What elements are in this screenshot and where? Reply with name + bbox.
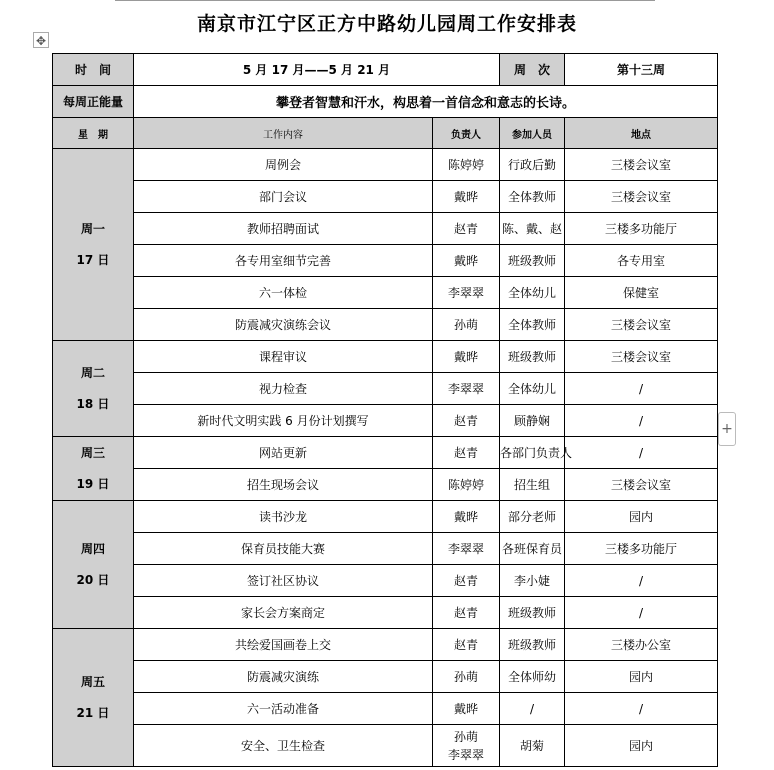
- location-cell: 园内: [565, 661, 718, 693]
- day-cell: [53, 629, 134, 767]
- energy-row: [53, 86, 718, 118]
- location-cell: 三楼办公室: [565, 629, 718, 661]
- table-row: [53, 629, 718, 661]
- participants-cell: 班级教师: [500, 629, 565, 661]
- schedule-table: [52, 53, 718, 767]
- owner-cell: 李翠翠: [433, 277, 500, 309]
- location-cell: 三楼会议室: [565, 341, 718, 373]
- owner-cell: 李翠翠: [433, 373, 500, 405]
- participants-cell: 招生组: [500, 469, 565, 501]
- owner-cell: 赵青: [433, 437, 500, 469]
- owner-cell: 戴晔: [433, 341, 500, 373]
- table-row: [53, 597, 718, 629]
- work-content: 课程审议: [134, 341, 433, 373]
- owner-cell: 孙萌: [433, 661, 500, 693]
- table-row: [53, 277, 718, 309]
- participants-cell: 各班保育员: [500, 533, 565, 565]
- time-label: 时 间: [53, 54, 134, 86]
- table-row: [53, 437, 718, 469]
- participants-cell: 全体幼儿: [500, 277, 565, 309]
- location-cell: 园内: [565, 725, 718, 767]
- location-cell: 园内: [565, 501, 718, 533]
- work-content: 家长会方案商定: [134, 597, 433, 629]
- owner-cell: 戴晔: [433, 245, 500, 277]
- work-content: 读书沙龙: [134, 501, 433, 533]
- participants-cell: 班级教师: [500, 597, 565, 629]
- participants-cell: 全体教师: [500, 181, 565, 213]
- work-content: 防震减灾演练会议: [134, 309, 433, 341]
- work-content: 各专用室细节完善: [134, 245, 433, 277]
- table-row: [53, 341, 718, 373]
- location-cell: 三楼会议室: [565, 309, 718, 341]
- weekday-label: 周五: [80, 674, 105, 689]
- owner-line: 孙萌: [453, 729, 478, 744]
- location-cell: /: [565, 597, 718, 629]
- owner-line: 李翠翠: [447, 747, 484, 762]
- table-row: [53, 661, 718, 693]
- table-row: [53, 725, 718, 767]
- owner-cell: 戴晔: [433, 181, 500, 213]
- participants-cell: 胡菊: [500, 725, 565, 767]
- table-row: [53, 309, 718, 341]
- weekday-label: 周二: [80, 365, 105, 380]
- location-cell: 三楼会议室: [565, 181, 718, 213]
- work-content: 防震减灾演练: [134, 661, 433, 693]
- table-row: [53, 245, 718, 277]
- work-content: 视力检查: [134, 373, 433, 405]
- work-content: 教师招聘面试: [134, 213, 433, 245]
- add-column-plus-icon[interactable]: +: [718, 412, 736, 446]
- day-cell: [53, 341, 134, 437]
- table-row: [53, 469, 718, 501]
- table-row: [53, 533, 718, 565]
- day-cell: [53, 149, 134, 341]
- work-content: 六一体检: [134, 277, 433, 309]
- location-cell: /: [565, 373, 718, 405]
- location-cell: 保健室: [565, 277, 718, 309]
- owner-cell: 赵青: [433, 405, 500, 437]
- owner-cell: 李翠翠: [433, 533, 500, 565]
- day-cell: [53, 501, 134, 629]
- weekday-label: 周四: [80, 541, 105, 556]
- date-label: 19 日: [76, 476, 110, 491]
- header-row: [53, 54, 718, 86]
- location-cell: /: [565, 565, 718, 597]
- work-content: 共绘爱国画卷上交: [134, 629, 433, 661]
- owner-cell: [433, 725, 500, 767]
- table-row: [53, 213, 718, 245]
- participants-cell: 李小婕: [500, 565, 565, 597]
- participants-cell: 班级教师: [500, 341, 565, 373]
- participants-cell: 部分老师: [500, 501, 565, 533]
- header-rule: [115, 0, 655, 1]
- participants-cell: 陈、戴、赵: [500, 213, 565, 245]
- owner-cell: 孙萌: [433, 309, 500, 341]
- work-content: 周例会: [134, 149, 433, 181]
- owner-cell: 赵青: [433, 597, 500, 629]
- work-content: 保育员技能大赛: [134, 533, 433, 565]
- work-content: 新时代文明实践 6 月份计划撰写: [134, 405, 433, 437]
- energy-text: 攀登者智慧和汗水，构思着一首信念和意志的长诗。: [134, 86, 718, 118]
- table-row: [53, 693, 718, 725]
- table-row: [53, 373, 718, 405]
- day-cell: [53, 437, 134, 501]
- col-location: 地点: [565, 118, 718, 149]
- work-content: 签订社区协议: [134, 565, 433, 597]
- table-row: [53, 405, 718, 437]
- col-participants: 参加人员: [500, 118, 565, 149]
- table-row: [53, 565, 718, 597]
- location-cell: /: [565, 405, 718, 437]
- participants-cell: 全体教师: [500, 309, 565, 341]
- week-label: 周 次: [500, 54, 565, 86]
- participants-cell: /: [500, 693, 565, 725]
- weekday-label: 周三: [80, 445, 105, 460]
- owner-cell: 戴晔: [433, 693, 500, 725]
- col-content: 工作内容: [134, 118, 433, 149]
- energy-label: 每周正能量: [53, 86, 134, 118]
- page-title: 南京市江宁区正方中路幼儿园周工作安排表: [196, 13, 577, 35]
- weekday-label: 周一: [80, 221, 105, 236]
- owner-cell: 陈婷婷: [433, 149, 500, 181]
- column-header-row: [53, 118, 718, 149]
- participants-cell: 行政后勤: [500, 149, 565, 181]
- col-owner: 负责人: [433, 118, 500, 149]
- week-value: 第十三周: [565, 54, 718, 86]
- date-label: 17 日: [76, 252, 110, 267]
- location-cell: 三楼多功能厅: [565, 213, 718, 245]
- work-content: 网站更新: [134, 437, 433, 469]
- location-cell: 三楼多功能厅: [565, 533, 718, 565]
- location-cell: 三楼会议室: [565, 149, 718, 181]
- owner-cell: 戴晔: [433, 501, 500, 533]
- participants-cell: 顾静娴: [500, 405, 565, 437]
- work-content: 招生现场会议: [134, 469, 433, 501]
- date-label: 21 日: [76, 705, 110, 720]
- table-row: [53, 501, 718, 533]
- location-cell: 各专用室: [565, 245, 718, 277]
- work-content: 安全、卫生检查: [134, 725, 433, 767]
- table-row: [53, 181, 718, 213]
- table-move-handle-icon[interactable]: ✥: [33, 32, 49, 48]
- location-cell: /: [565, 693, 718, 725]
- participants-cell: 班级教师: [500, 245, 565, 277]
- work-content: 六一活动准备: [134, 693, 433, 725]
- location-cell: 三楼会议室: [565, 469, 718, 501]
- table-row: [53, 149, 718, 181]
- participants-cell: 各部门负责人: [500, 437, 565, 469]
- location-cell: /: [565, 437, 718, 469]
- owner-cell: 赵青: [433, 565, 500, 597]
- participants-cell: 全体幼儿: [500, 373, 565, 405]
- date-label: 18 日: [76, 396, 110, 411]
- col-day: 星 期: [53, 118, 134, 149]
- date-label: 20 日: [76, 572, 110, 587]
- time-value: 5 月 17 月——5 月 21 月: [134, 54, 500, 86]
- owner-cell: 赵青: [433, 213, 500, 245]
- owner-cell: 赵青: [433, 629, 500, 661]
- participants-cell: 全体师幼: [500, 661, 565, 693]
- work-content: 部门会议: [134, 181, 433, 213]
- owner-cell: 陈婷婷: [433, 469, 500, 501]
